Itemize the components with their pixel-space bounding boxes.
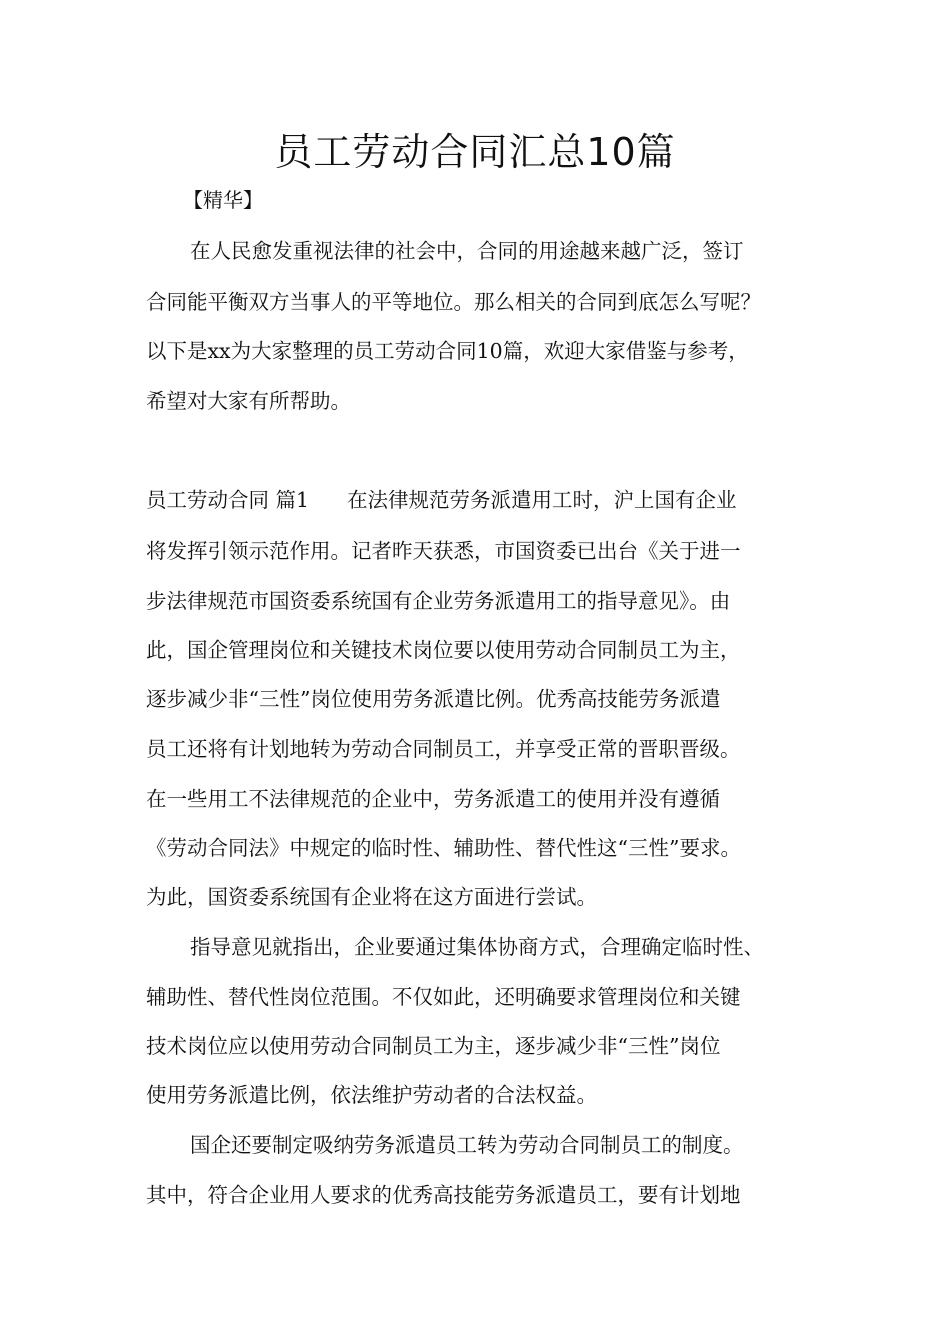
intro-line-1: 在人民愈发重视法律的社会中，合同的用途越来越广泛，签订 xyxy=(190,239,744,263)
para1-line-8: 《劳动合同法》中规定的临时性、辅助性、替代性这“三性”要求。 xyxy=(146,836,741,860)
para1-line-5: 逐步减少非“三性”岗位使用劳务派遣比例。优秀高技能劳务派遣 xyxy=(146,687,721,711)
para2-line-1: 指导意见就指出，企业要通过集体协商方式，合理确定临时性、 xyxy=(190,935,764,959)
document-tag: 【精华】 xyxy=(183,188,263,212)
intro-line-2: 合同能平衡双方当事人的平等地位。那么相关的合同到底怎么写呢？ xyxy=(146,290,761,314)
para2-line-2: 辅助性、替代性岗位范围。不仅如此，还明确要求管理岗位和关键 xyxy=(146,985,741,1009)
para3-line-2: 其中，符合企业用人要求的优秀高技能劳务派遣员工，要有计划地 xyxy=(146,1183,741,1207)
intro-line-4: 希望对大家有所帮助。 xyxy=(146,389,351,413)
para1-line-9: 为此，国资委系统国有企业将在这方面进行尝试。 xyxy=(146,885,597,909)
para1-line-6: 员工还将有计划地转为劳动合同制员工，并享受正常的晋职晋级。 xyxy=(146,737,741,761)
para3-line-1: 国企还要制定吸纳劳务派遣员工转为劳动合同制员工的制度。 xyxy=(190,1133,744,1157)
intro-line-3: 以下是xx为大家整理的员工劳动合同10篇，欢迎大家借鉴与参考， xyxy=(146,339,749,363)
document-title: 员工劳动合同汇总10篇 xyxy=(274,130,676,174)
para1-line-4: 此，国企管理岗位和关键技术岗位要以使用劳动合同制员工为主， xyxy=(146,638,741,662)
para2-line-3: 技术岗位应以使用劳动合同制员工为主，逐步减少非“三性”岗位 xyxy=(146,1034,721,1058)
section-first-line: 在法律规范劳务派遣用工时，沪上国有企业 xyxy=(347,488,737,512)
para2-line-4: 使用劳务派遣比例，依法维护劳动者的合法权益。 xyxy=(146,1083,597,1107)
section-heading: 员工劳动合同 篇1 xyxy=(146,488,310,512)
para1-line-3: 步法律规范市国资委系统国有企业劳务派遣用工的指导意见》。由 xyxy=(146,589,731,613)
para1-line-2: 将发挥引领示范作用。记者昨天获悉，市国资委已出台《关于进一 xyxy=(146,539,741,563)
para1-line-7: 在一些用工不法律规范的企业中，劳务派遣工的使用并没有遵循 xyxy=(146,787,720,811)
section-heading-line xyxy=(146,485,737,515)
